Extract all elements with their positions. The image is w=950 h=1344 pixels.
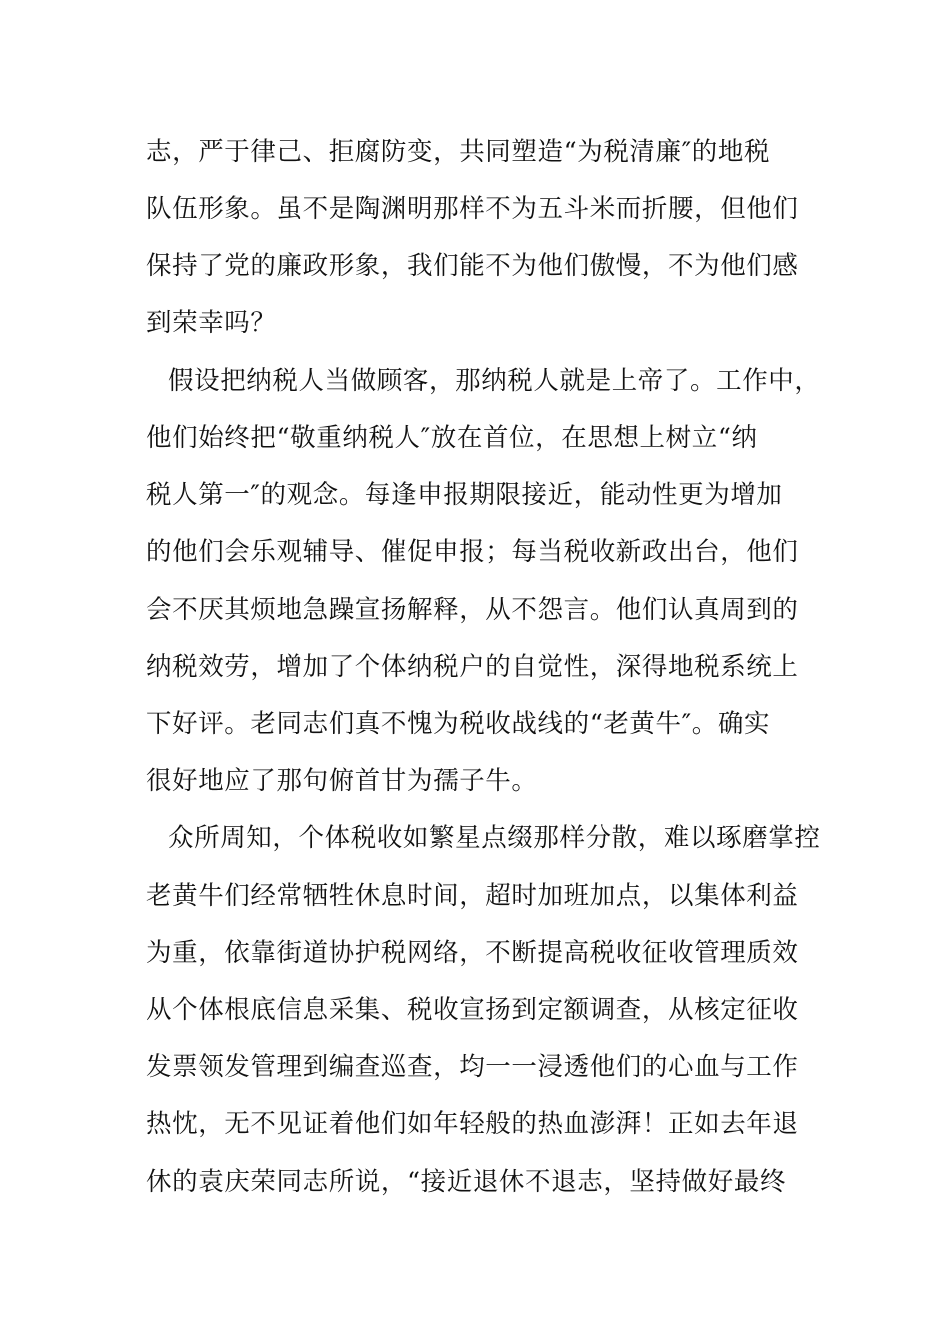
text-line: 到荣幸吗？: [146, 308, 277, 338]
text-line: 的他们会乐观辅导、催促申报；每当税收新政出台，他们: [146, 537, 799, 567]
text-line: 下好评。老同志们真不愧为税收战线的“老黄牛″。确实: [146, 709, 771, 739]
text-line: 纳税效劳，增加了个体纳税户的自觉性，深得地税系统上: [146, 652, 799, 682]
text-line: 老黄牛们经常牺牲休息时间，超时加班加点，以集体利益: [146, 881, 799, 911]
text-line: 队伍形象。虽不是陶渊明那样不为五斗米而折腰，但他们: [146, 194, 799, 224]
text-line: 会不厌其烦地急躁宣扬解释，从不怨言。他们认真周到的: [146, 595, 799, 625]
paragraph-first-line: 众所周知，个体税收如繁星点缀那样分散，难以琢磨掌控: [168, 823, 821, 853]
text-line: 热忱，无不见证着他们如年轻般的热血澎湃！正如去年退: [146, 1109, 799, 1139]
text-line: 保持了党的廉政形象，我们能不为他们傲慢，不为他们感: [146, 251, 799, 281]
text-line: 从个体根底信息采集、税收宣扬到定额调查，从核定征收: [146, 995, 799, 1025]
text-line: 志，严于律己、拒腐防变，共同塑造“为税清廉″的地税: [146, 137, 771, 167]
text-line: 发票领发管理到编查巡查，均一一浸透他们的心血与工作: [146, 1052, 799, 1082]
text-line: 为重，依靠街道协护税网络，不断提高税收征收管理质效: [146, 938, 799, 968]
text-line: 很好地应了那句俯首甘为孺子牛。: [146, 766, 538, 796]
text-line: 他们始终把“敬重纳税人″放在首位，在思想上树立“纳: [146, 423, 758, 453]
text-line: 休的袁庆荣同志所说，“接近退休不退志，坚持做好最终: [146, 1167, 787, 1197]
text-line: 税人第一″的观念。每逢申报期限接近，能动性更为增加: [146, 480, 783, 510]
paragraph-first-line: 假设把纳税人当做顾客，那纳税人就是上帝了。工作中，: [168, 366, 821, 396]
